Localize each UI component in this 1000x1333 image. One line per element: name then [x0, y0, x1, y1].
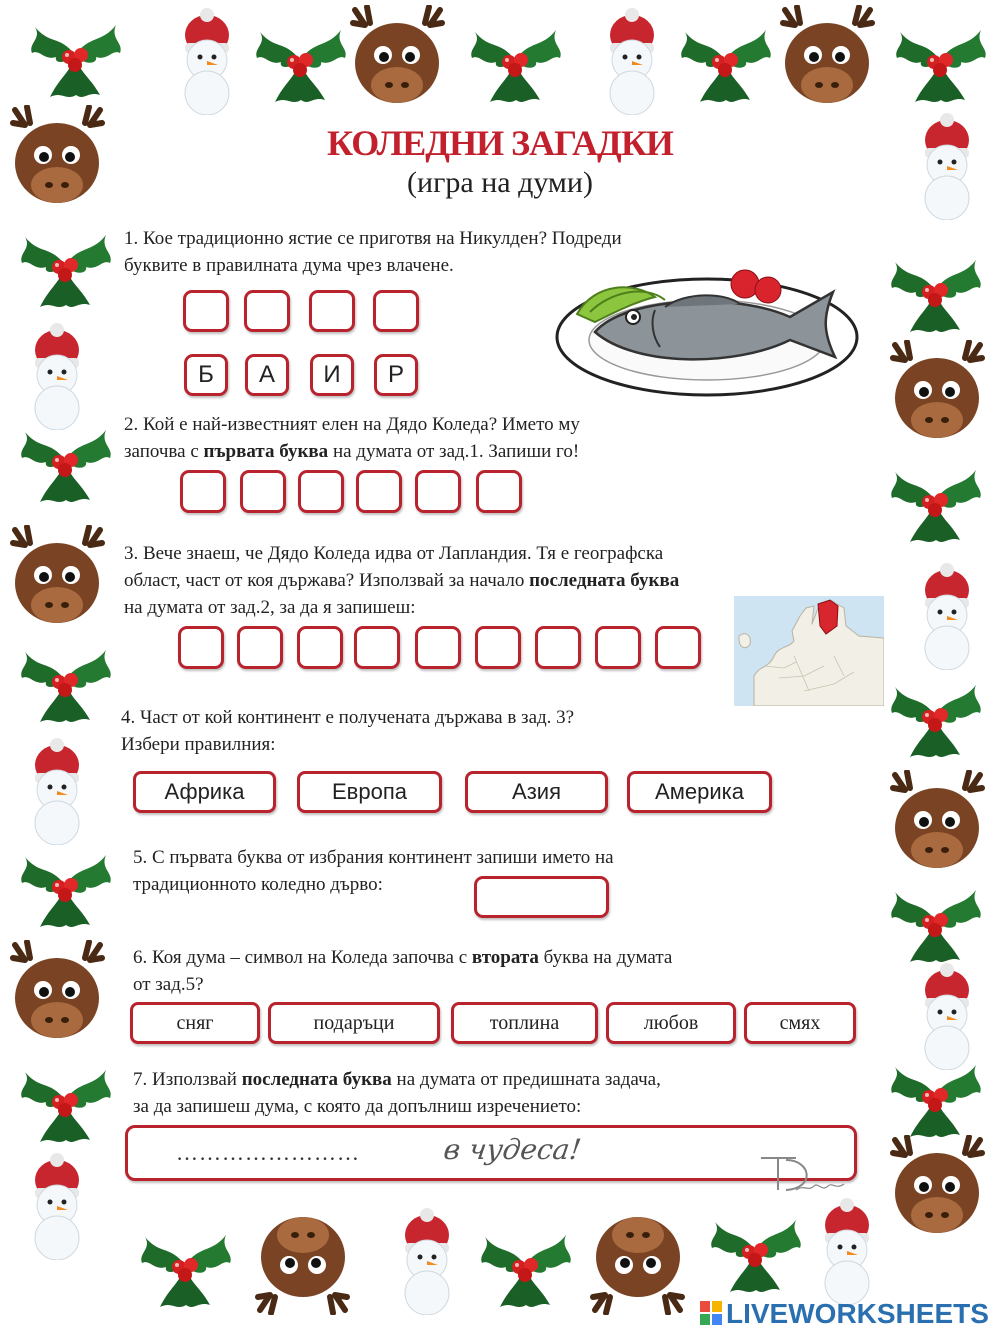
q3-letter-slot[interactable]	[475, 626, 521, 669]
holly-icon	[130, 1215, 240, 1315]
q2-letter-slot[interactable]	[298, 470, 344, 513]
question-2-bold: първата буква	[203, 441, 329, 462]
question-3-line3: на думата от зад.2, за да я запишеш:	[124, 597, 416, 618]
snowman-icon	[160, 5, 255, 115]
holly-icon	[10, 835, 120, 935]
holly-icon	[880, 240, 990, 340]
q1-answer-slot-3[interactable]	[309, 290, 355, 332]
holly-icon	[880, 665, 990, 765]
holly-icon	[10, 215, 120, 315]
question-1-line1: 1. Кое традиционно ястие се приготвя на Никулден? Подреди	[124, 228, 622, 249]
q1-letter-tile[interactable]: А	[245, 354, 289, 396]
fish-on-plate-icon	[555, 262, 860, 402]
liveworksheets-logo	[700, 1298, 989, 1330]
holly-icon	[880, 1045, 990, 1145]
holly-icon	[470, 1215, 580, 1315]
question-3-bold: последната буква	[529, 570, 680, 591]
question-2	[124, 411, 824, 465]
q3-letter-slot[interactable]	[415, 626, 461, 669]
moose-icon	[885, 770, 995, 880]
q3-letter-slot[interactable]	[178, 626, 224, 669]
question-4-line1: 4. Част от кой континент е получената държава в зад. 3?	[121, 707, 575, 728]
holly-icon	[10, 1050, 120, 1150]
page-title: КОЛЕДНИ ЗАГАДКИ	[327, 123, 673, 163]
q7-sentence-field[interactable]	[125, 1125, 857, 1181]
q3-letter-slot[interactable]	[595, 626, 641, 669]
moose-icon	[580, 1205, 690, 1315]
moose-icon	[5, 525, 115, 635]
author-signature-icon	[756, 1150, 852, 1200]
footer-brand: LIVEWORKSHEETS	[726, 1298, 989, 1329]
holly-icon	[10, 630, 120, 730]
q7-blank-dots: ……………………	[176, 1140, 360, 1165]
q2-letter-slot[interactable]	[356, 470, 402, 513]
q2-letter-slot[interactable]	[240, 470, 286, 513]
question-5-line1: 5. С първата буква от избрания континент запиши името на	[133, 847, 614, 868]
q4-option-africa[interactable]: Африка	[133, 771, 276, 813]
q4-option-asia[interactable]: Азия	[465, 771, 608, 813]
holly-icon	[460, 10, 570, 110]
q4-option-europe[interactable]: Европа	[297, 771, 442, 813]
liveworksheets-logo-icon	[700, 1301, 722, 1325]
q6-option-love[interactable]: любов	[606, 1002, 736, 1044]
q3-letter-slot[interactable]	[535, 626, 581, 669]
snowman-icon	[900, 560, 995, 670]
moose-icon	[245, 1205, 355, 1315]
snowman-icon	[10, 735, 105, 845]
q1-answer-slot-2[interactable]	[244, 290, 290, 332]
question-3-line1: 3. Вече знаеш, че Дядо Коледа идва от Лапландия. Тя е географска	[124, 543, 664, 564]
q1-letter-tile[interactable]: Б	[184, 354, 228, 396]
holly-icon	[10, 410, 120, 510]
question-6	[133, 944, 873, 998]
question-7-bold: последната буква	[241, 1069, 392, 1090]
question-6-bold: втората	[471, 947, 539, 968]
europe-map-icon	[734, 596, 884, 706]
q7-sentence-ending: в чудеса!	[441, 1133, 584, 1166]
snowman-icon	[800, 1195, 895, 1305]
holly-icon	[700, 1200, 810, 1300]
moose-icon	[345, 5, 455, 115]
page-subtitle: (игра на думи)	[407, 166, 593, 199]
question-6-line2: от зад.5?	[133, 974, 204, 995]
question-4-line2: Избери правилния:	[121, 734, 276, 755]
moose-icon	[885, 340, 995, 450]
holly-icon	[20, 5, 130, 105]
question-7	[133, 1066, 873, 1120]
snowman-icon	[380, 1205, 475, 1315]
q1-answer-slot-4[interactable]	[373, 290, 419, 332]
question-4	[121, 704, 821, 758]
question-2-line2-pre: започва с	[124, 441, 204, 462]
q1-answer-slot-1[interactable]	[183, 290, 229, 332]
q6-option-warmth[interactable]: топлина	[451, 1002, 598, 1044]
moose-icon	[5, 940, 115, 1050]
holly-icon	[880, 870, 990, 970]
q6-option-snow[interactable]: сняг	[130, 1002, 260, 1044]
q2-letter-slot[interactable]	[476, 470, 522, 513]
q4-option-america[interactable]: Америка	[627, 771, 772, 813]
question-6-line1-post: буква на думата	[538, 947, 673, 968]
question-5-line2: традиционното коледно дърво:	[133, 874, 383, 895]
holly-icon	[670, 10, 780, 110]
snowman-icon	[585, 5, 680, 115]
moose-icon	[775, 5, 885, 115]
q1-letter-tile[interactable]: И	[310, 354, 354, 396]
q5-answer-field[interactable]	[474, 876, 609, 918]
q2-letter-slot[interactable]	[180, 470, 226, 513]
q3-letter-slot[interactable]	[354, 626, 400, 669]
holly-icon	[245, 10, 355, 110]
question-7-line2: за да запишеш дума, с която да допълниш изречението:	[133, 1096, 582, 1117]
holly-icon	[885, 10, 995, 110]
q3-letter-slot[interactable]	[655, 626, 701, 669]
q1-letter-tile[interactable]: Р	[374, 354, 418, 396]
question-3-line2-pre: област, част от коя държава? Използвай за начало	[124, 570, 530, 591]
q2-letter-slot[interactable]	[415, 470, 461, 513]
question-7-line1-pre: 7. Използвай	[133, 1069, 242, 1090]
snowman-icon	[10, 1150, 105, 1260]
question-7-line1-post: на думата от предишната задача,	[391, 1069, 661, 1090]
q6-option-laughter[interactable]: смях	[744, 1002, 856, 1044]
question-2-line2-post: на думата от зад.1. Запиши го!	[328, 441, 580, 462]
question-2-line1: 2. Кой е най-известният елен на Дядо Коледа? Името му	[124, 414, 580, 435]
holly-icon	[880, 450, 990, 550]
moose-icon	[885, 1135, 995, 1245]
q3-letter-slot[interactable]	[297, 626, 343, 669]
q3-letter-slot[interactable]	[237, 626, 283, 669]
question-1-line2: буквите в правилната дума чрез влачене.	[124, 255, 454, 276]
q6-option-gifts[interactable]: подаръци	[268, 1002, 440, 1044]
question-6-line1-pre: 6. Коя дума – символ на Коледа започва с	[133, 947, 472, 968]
